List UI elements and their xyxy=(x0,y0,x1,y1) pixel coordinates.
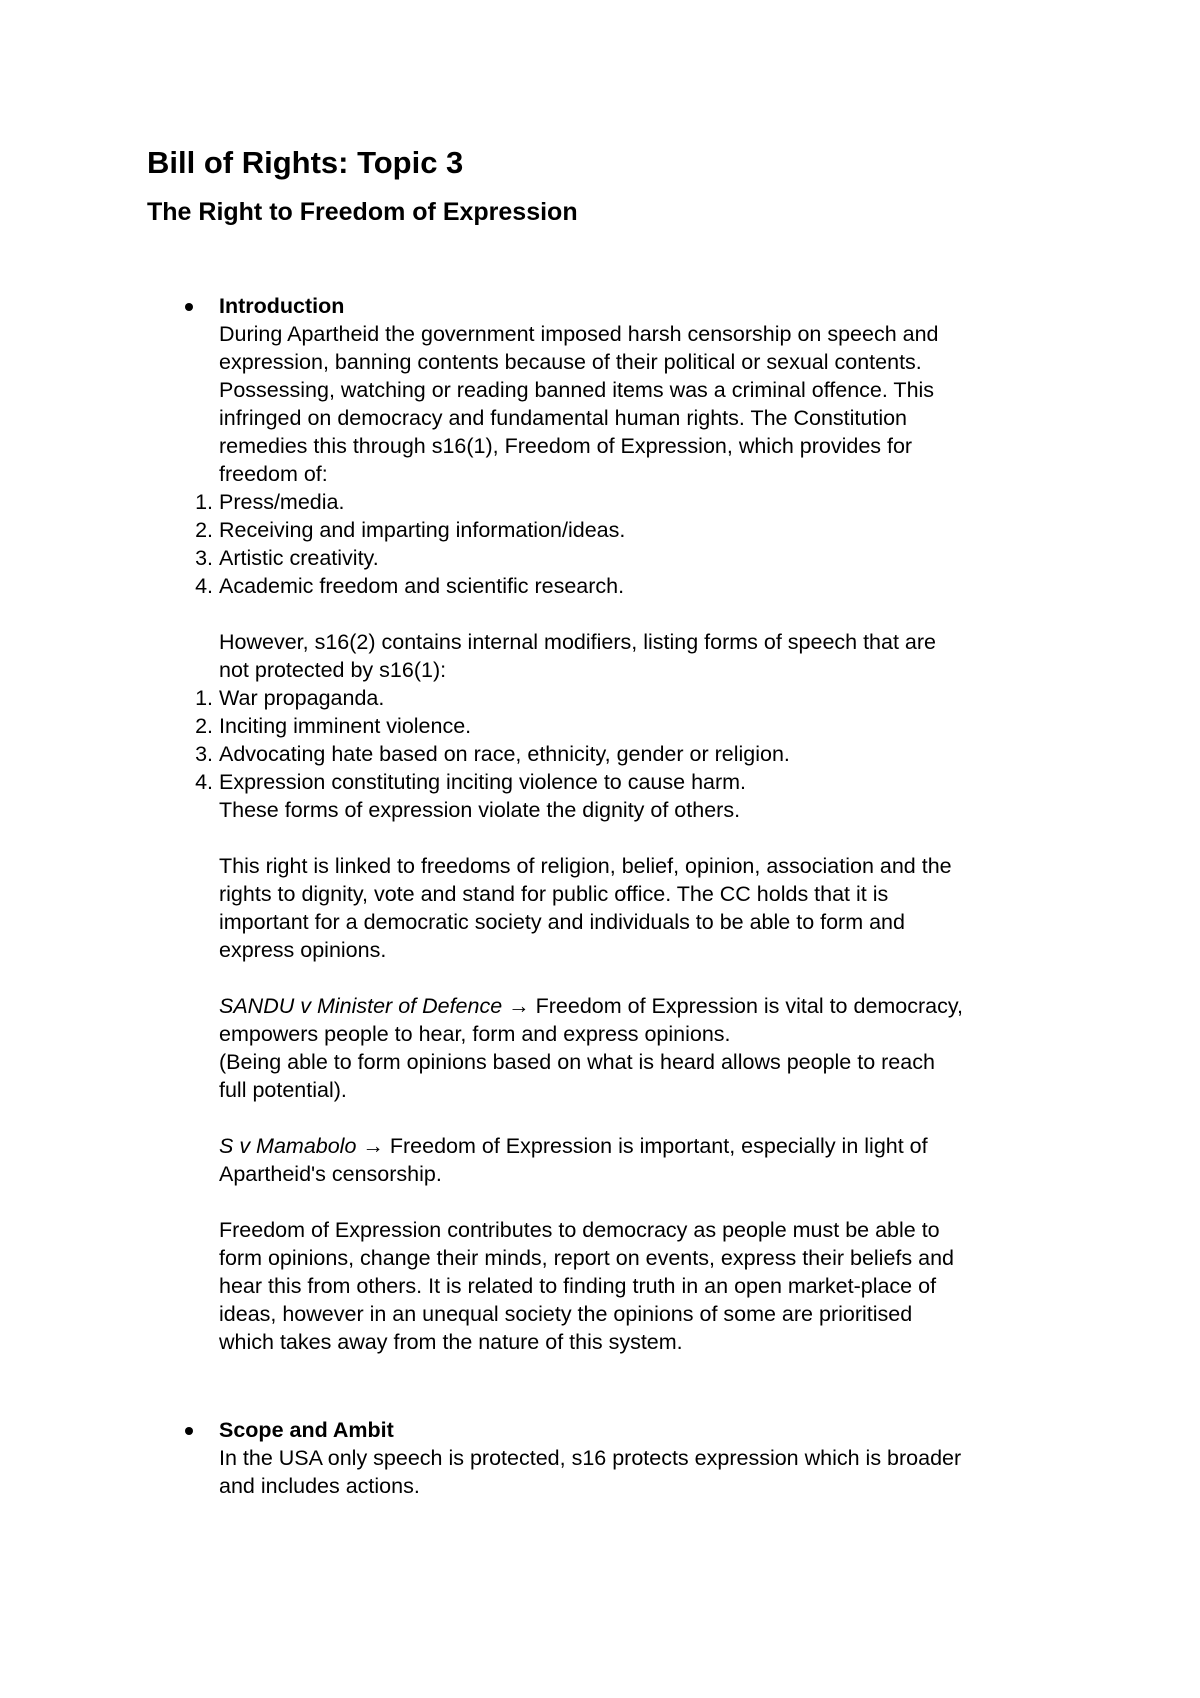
section-heading: Scope and Ambit xyxy=(219,1418,394,1442)
paragraph-line: expression, banning contents because of their political or sexual contents. xyxy=(219,350,922,374)
paragraph-line: In the USA only speech is protected, s16 protects expression which is broader xyxy=(219,1446,962,1470)
paragraph-line: which takes away from the nature of this system. xyxy=(219,1330,683,1354)
paragraph-line: However, s16(2) contains internal modifiers, listing forms of speech that are xyxy=(219,630,936,654)
list-item: 1. War propaganda. xyxy=(195,686,385,710)
modifiers-list xyxy=(195,684,1099,796)
paragraph-line: Freedom of Expression contributes to democracy as people must be able to xyxy=(219,1218,940,1242)
paragraph-line: full potential). xyxy=(219,1078,347,1102)
document-title: Bill of Rights: Topic 3 xyxy=(147,145,464,180)
case-name: SANDU v Minister of Defence xyxy=(219,994,503,1018)
paragraph-line: This right is linked to freedoms of religion, belief, opinion, association and the xyxy=(219,854,952,878)
case-name: S v Mamabolo xyxy=(219,1134,357,1158)
list-item: 4. Expression constituting inciting violence to cause harm. xyxy=(195,770,747,794)
case-summary: → Freedom of Expression is vital to democracy, xyxy=(502,994,964,1018)
paragraph-line: important for a democratic society and individuals to be able to form and xyxy=(219,910,905,934)
case-line xyxy=(219,1132,1099,1160)
section-heading: Introduction xyxy=(219,294,345,318)
list-item: 4. Academic freedom and scientific research. xyxy=(195,574,625,598)
paragraph-line: During Apartheid the government imposed harsh censorship on speech and xyxy=(219,322,939,346)
list-item: 1. Press/media. xyxy=(195,490,345,514)
paragraph-line: (Being able to form opinions based on what is heard allows people to reach xyxy=(219,1050,935,1074)
paragraph-line: infringed on democracy and fundamental human rights. The Constitution xyxy=(219,406,908,430)
list-item: 3. Artistic creativity. xyxy=(195,546,379,570)
list-item: 2. Inciting imminent violence. xyxy=(195,714,472,738)
bullet-icon xyxy=(185,1427,193,1435)
document-subtitle: The Right to Freedom of Expression xyxy=(147,198,578,226)
paragraph-line: empowers people to hear, form and express opinions. xyxy=(219,1022,731,1046)
bullet-icon xyxy=(185,303,193,311)
paragraph-line: Possessing, watching or reading banned items was a criminal offence. This xyxy=(219,378,935,402)
paragraph-line: rights to dignity, vote and stand for public office. The CC holds that it is xyxy=(219,882,889,906)
introduction-section xyxy=(195,292,1099,1356)
paragraph-line: form opinions, change their minds, report on events, express their beliefs and xyxy=(219,1246,954,1270)
paragraph-line: remedies this through s16(1), Freedom of Expression, which provides for xyxy=(219,434,913,458)
paragraph-line: These forms of expression violate the dignity of others. xyxy=(219,798,741,822)
paragraph-line: hear this from others. It is related to finding truth in an open market-place of xyxy=(219,1274,937,1298)
case-line xyxy=(219,992,1099,1020)
paragraph-line: freedom of: xyxy=(219,462,328,486)
scope-section xyxy=(219,1416,1099,1500)
paragraph-line: express opinions. xyxy=(219,938,387,962)
paragraph-line: not protected by s16(1): xyxy=(219,658,447,682)
freedoms-list xyxy=(195,488,1099,600)
case-summary: → Freedom of Expression is important, especially in light of xyxy=(356,1134,928,1158)
paragraph-line: ideas, however in an unequal society the opinions of some are prioritised xyxy=(219,1302,913,1326)
list-item: 2. Receiving and imparting information/ideas. xyxy=(195,518,626,542)
paragraph-line: and includes actions. xyxy=(219,1474,420,1498)
paragraph-line: Apartheid's censorship. xyxy=(219,1162,442,1186)
list-item: 3. Advocating hate based on race, ethnicity, gender or religion. xyxy=(195,742,790,766)
